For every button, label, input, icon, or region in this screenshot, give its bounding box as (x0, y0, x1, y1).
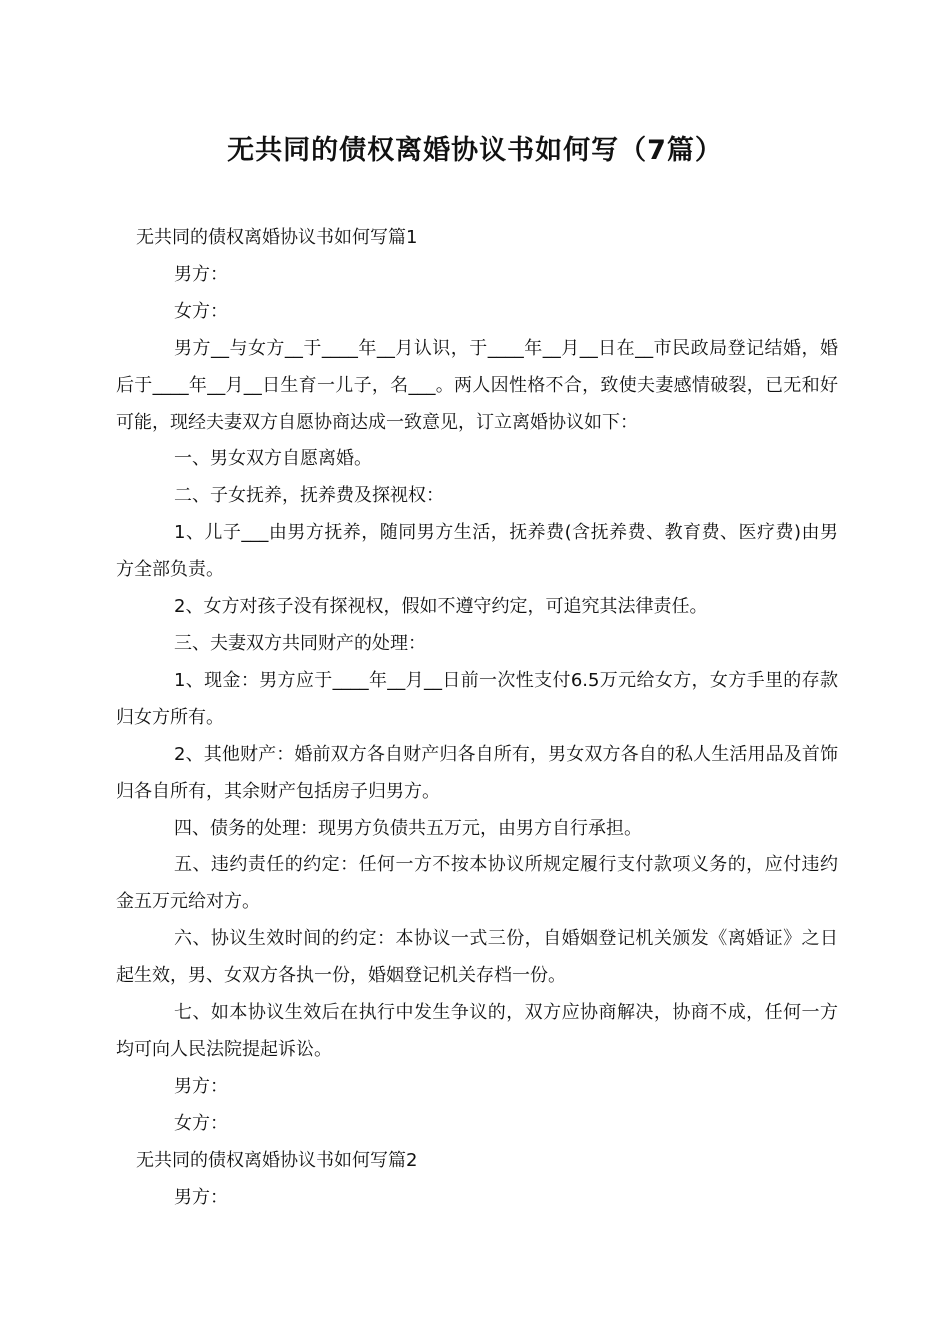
paragraph: 2、其他财产：婚前双方各自财产归各自所有，男女双方各自的私人生活用品及首饰归各自所有，其余财产包括房子归男方。 (116, 743, 838, 802)
paragraph: 1、现金：男方应于____年__月__日前一次性支付6.5万元给女方，女方手里的存款归女方所有。 (116, 669, 838, 728)
document-body (116, 220, 838, 1216)
paragraph: 三、夫妻双方共同财产的处理： (174, 632, 426, 654)
paragraph: 七、如本协议生效后在执行中发生争议的，双方应协商解决，协商不成，任何一方均可向人民法院提起诉讼。 (116, 1002, 838, 1060)
paragraph: 女方： (174, 1112, 228, 1134)
paragraph: 女方： (174, 300, 228, 322)
paragraph: 五、违约责任的约定：任何一方不按本协议所规定履行支付款项义务的，应付违约金五万元给对方。 (116, 854, 838, 913)
paragraph: 二、子女抚养，抚养费及探视权： (174, 485, 444, 507)
paragraph: 男方： (174, 1075, 228, 1097)
paragraph: 男方： (174, 1186, 228, 1208)
paragraph: 男方__与女方__于____年__月认识，于____年__月__日在__市民政局登记结婚，婚后于____年__月__日生育一儿子，名___。两人因性格不合，致使夫妻感情破裂，已无和好可能，现经夫妻双方自愿协商达成一致意见，订立离婚协议如下： (116, 337, 838, 433)
paragraph: 2、女方对孩子没有探视权，假如不遵守约定，可追究其法律责任。 (174, 596, 708, 618)
paragraph: 四、债务的处理：现男方负债共五万元，由男方自行承担。 (174, 817, 642, 839)
paragraph: 一、男女双方自愿离婚。 (174, 448, 372, 470)
paragraph: 男方： (174, 263, 228, 285)
section-heading: 无共同的债权离婚协议书如何写篇2 (136, 1149, 418, 1171)
document-title: 无共同的债权离婚协议书如何写（7篇） (227, 135, 723, 166)
paragraph: 六、协议生效时间的约定：本协议一式三份，自婚姻登记机关颁发《离婚证》之日起生效，男、女双方各执一份，婚姻登记机关存档一份。 (116, 928, 838, 987)
section-heading: 无共同的债权离婚协议书如何写篇1 (136, 227, 418, 248)
paragraph: 1、儿子___由男方抚养，随同男方生活，抚养费(含抚养费、教育费、医疗费)由男方全部负责。 (116, 522, 838, 581)
